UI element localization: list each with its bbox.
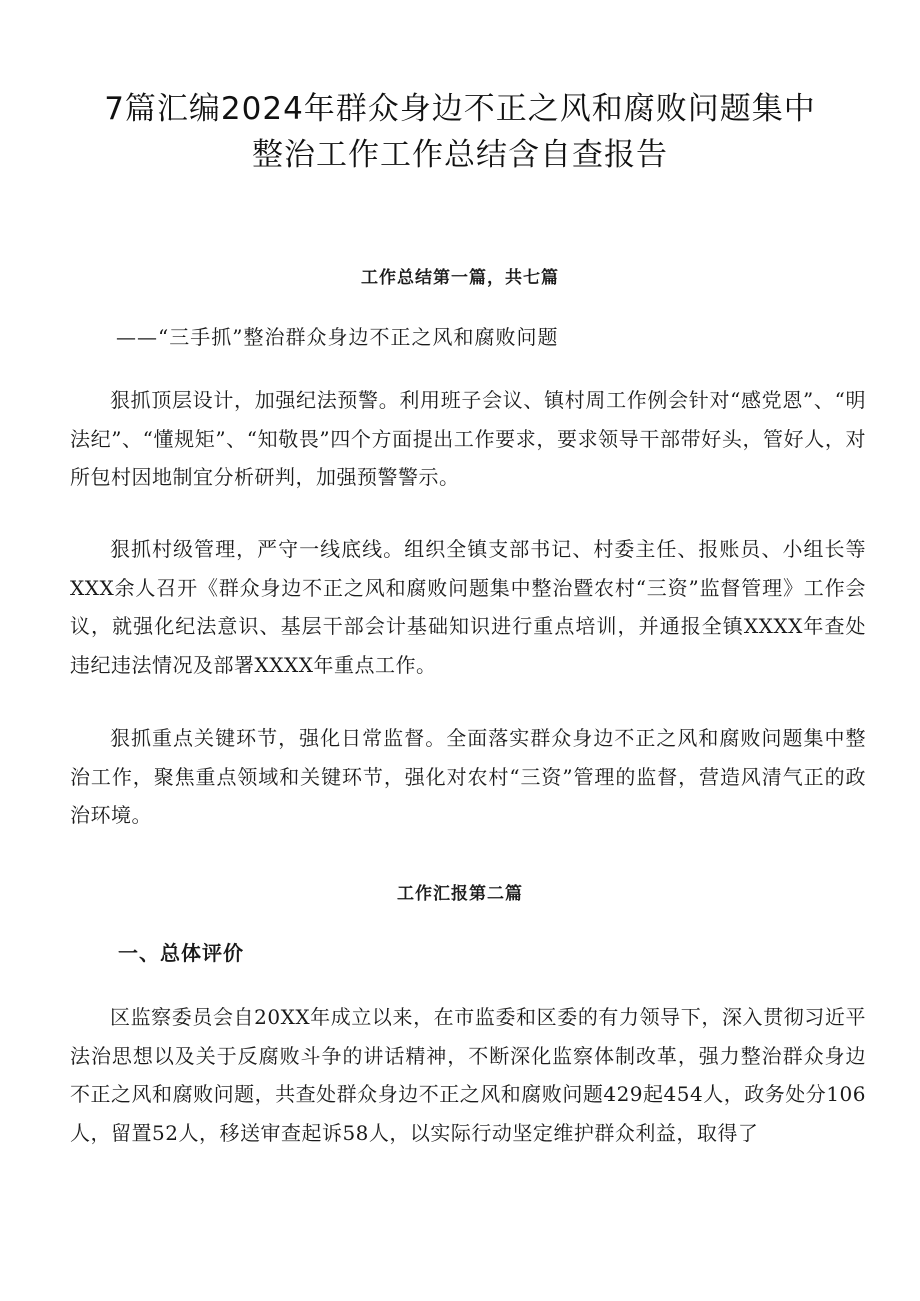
- section-2-level1-heading: 一、总体评价: [118, 941, 244, 965]
- document-title-line-2: 整治工作工作总结含自查报告: [252, 137, 668, 173]
- section-1-paragraph-1: 狠抓顶层设计，加强纪法预警。利用班子会议、镇村周工作例会针对“感党恩”、“明法纪”、“懂规矩”、“知敬畏”四个方面提出工作要求，要求领导干部带好头，管好人，对所包村因地制宜分析研判，加强预警警示。: [70, 388, 866, 489]
- section-2-heading: 工作汇报第二篇: [397, 884, 523, 904]
- section-1-paragraph-3: 狠抓重点关键环节，强化日常监督。全面落实群众身边不正之风和腐败问题集中整治工作，聚焦重点领域和关键环节，强化对农村“三资”管理的监督，营造风清气正的政治环境。: [70, 726, 866, 827]
- section-2-paragraph-1: 区监察委员会自20XX年成立以来，在市监委和区委的有力领导下，深入贯彻习近平法治思想以及关于反腐败斗争的讲话精神，不断深化监察体制改革，强力整治群众身边不正之风和腐败问题，共查处群众身边不正之风和腐败问题429起454人，政务处分106人，留置52人，移送审查起诉58人，以实际行动坚定维护群众利益，取得了: [70, 1005, 866, 1145]
- section-1-subtitle: ——“三手抓”整治群众身边不正之风和腐败问题: [116, 325, 559, 349]
- document-title-line-1: 7篇汇编2024年群众身边不正之风和腐败问题集中: [104, 91, 816, 127]
- section-1-heading: 工作总结第一篇，共七篇: [361, 268, 559, 288]
- document-title: [60, 86, 860, 178]
- section-1-paragraph-2: 狠抓村级管理，严守一线底线。组织全镇支部书记、村委主任、报账员、小组长等XXX余人召开《群众身边不正之风和腐败问题集中整治暨农村“三资”监督管理》工作会议，就强化纪法意识、基层干部会计基础知识进行重点培训，并通报全镇XXXX年查处违纪违法情况及部署XXXX年重点工作。: [70, 537, 866, 677]
